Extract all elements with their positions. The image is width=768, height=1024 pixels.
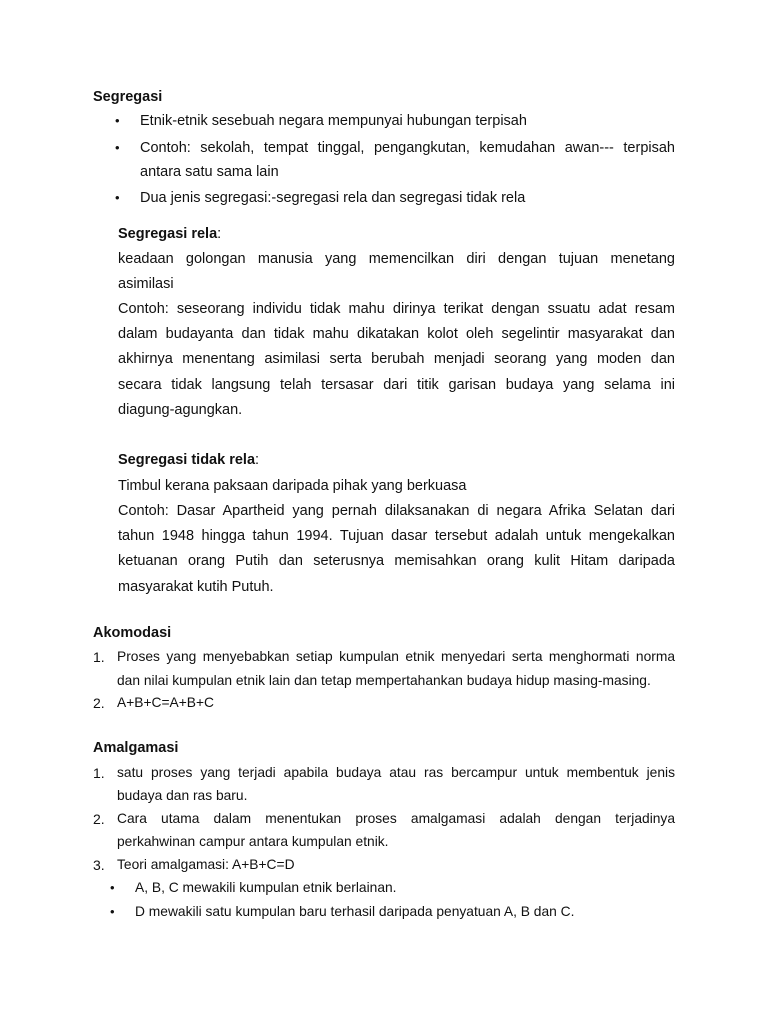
paragraph-line: dalam budayanta dan tidak mahu dikatakan kolot oleh segelintir masyarakat dan xyxy=(118,326,675,342)
section-title-segregasi: Segregasi xyxy=(93,89,163,105)
list-item-text: satu proses yang terjadi apabila budaya atau ras bercampur untuk membentuk jenis xyxy=(117,765,675,780)
list-number: 3. xyxy=(93,857,105,873)
list-item-text: Proses yang menyebabkan setiap kumpulan etnik menyedari serta menghormati norma xyxy=(117,649,675,664)
list-item-text: Teori amalgamasi: A+B+C=D xyxy=(117,857,295,872)
colon: : xyxy=(217,226,222,242)
paragraph-line: akhirnya menentang asimilasi serta berubah menjadi seorang yang moden dan xyxy=(118,351,675,367)
list-number: 1. xyxy=(93,765,105,781)
paragraph-line: Contoh: Dasar Apartheid yang pernah dilaksanakan di negara Afrika Selatan dari xyxy=(118,503,675,519)
paragraph-line: tahun 1948 hingga tahun 1994. Tujuan dasar tersebut adalah untuk mengekalkan xyxy=(118,528,675,544)
paragraph-line: asimilasi xyxy=(118,276,174,292)
subsection-title-rela xyxy=(118,225,221,243)
bullet-text: Dua jenis segregasi:-segregasi rela dan segregasi tidak rela xyxy=(140,190,526,206)
bullet-text-cont: antara satu sama lain xyxy=(140,164,279,180)
bullet-icon: • xyxy=(115,140,120,155)
list-item-text: A+B+C=A+B+C xyxy=(117,695,215,710)
bullet-icon: • xyxy=(110,880,115,895)
list-number: 2. xyxy=(93,811,105,827)
list-item-text: Cara utama dalam menentukan proses amalgamasi adalah dengan terjadinya xyxy=(117,811,675,826)
section-title-amalgamasi: Amalgamasi xyxy=(93,740,179,756)
list-number: 2. xyxy=(93,695,105,711)
paragraph-line: ketuanan orang Putih dan seterusnya memisahkan orang kulit Hitam daripada xyxy=(118,553,675,569)
section-title-akomodasi: Akomodasi xyxy=(93,625,172,641)
list-item-text-cont: budaya dan ras baru. xyxy=(117,788,248,803)
bullet-text: Contoh: sekolah, tempat tinggal, pengangkutan, kemudahan awan--- terpisah xyxy=(140,140,675,156)
sub-bullet-text: D mewakili satu kumpulan baru terhasil daripada penyatuan A, B dan C. xyxy=(135,904,575,919)
bullet-text: Etnik-etnik sesebuah negara mempunyai hubungan terpisah xyxy=(140,113,527,129)
bullet-icon: • xyxy=(115,190,120,205)
paragraph-line: Timbul kerana paksaan daripada pihak yang berkuasa xyxy=(118,478,467,494)
paragraph-line: keadaan golongan manusia yang memencilkan diri dengan tujuan menetang xyxy=(118,251,675,267)
colon: : xyxy=(255,452,260,468)
paragraph-line: secara tidak langsung telah tersasar dari titik garisan budaya yang selama ini xyxy=(118,377,675,393)
list-item-text-cont: dan nilai kumpulan etnik lain dan tetap mempertahankan budaya hidup masing-masing. xyxy=(117,673,651,688)
list-number: 1. xyxy=(93,649,105,665)
subsection-title-text: Segregasi rela xyxy=(118,226,218,242)
paragraph-line: diagung-agungkan. xyxy=(118,402,243,418)
paragraph-line: masyarakat kutih Putuh. xyxy=(118,579,274,595)
bullet-icon: • xyxy=(115,113,120,128)
bullet-icon: • xyxy=(110,904,115,919)
list-item-text-cont: perkahwinan campur antara kumpulan etnik. xyxy=(117,834,389,849)
subsection-title-text: Segregasi tidak rela xyxy=(118,452,256,468)
sub-bullet-text: A, B, C mewakili kumpulan etnik berlainan. xyxy=(135,880,397,895)
paragraph-line: Contoh: seseorang individu tidak mahu dirinya terikat dengan ssuatu adat resam xyxy=(118,301,675,317)
subsection-title-tidak-rela xyxy=(118,451,259,469)
